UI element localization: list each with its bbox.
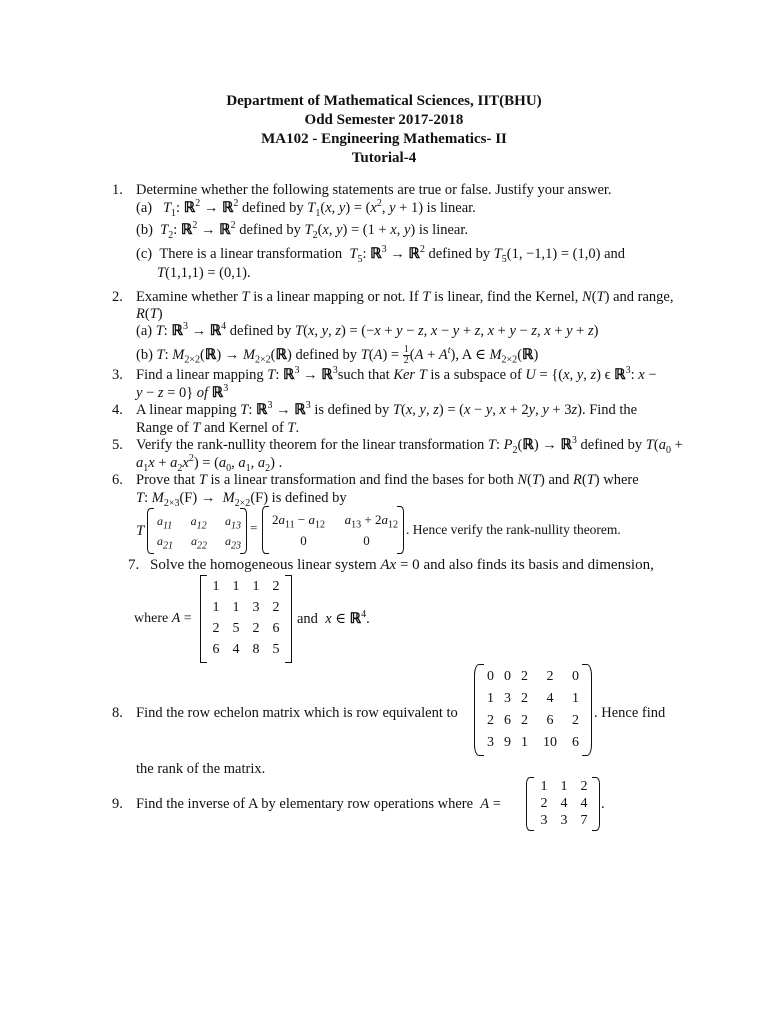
matrix-cell: 3 <box>487 734 494 750</box>
q3-t1: Find a linear mapping <box>136 367 264 383</box>
q1a: (a) $T_1$: ℝ$^2$ → ℝ$^2$ defined by $T_1(x$, $y) = (x^2$, y + 1) is linear. <box>136 198 476 219</box>
q4-cont: Range of T and Kernel of T. <box>136 420 300 436</box>
matrix-row <box>482 732 584 754</box>
matrix-cell: 1 <box>540 779 548 794</box>
matrix-row <box>206 619 286 640</box>
matrix-cell: 1 <box>212 600 220 616</box>
q7-number: 7. <box>128 557 140 573</box>
q2-t3: is linear, find the Kernel, <box>434 289 579 305</box>
q7-and: and x ∈ ℝ$^4$. <box>297 609 370 627</box>
q4-t3: and Kernel of <box>204 420 284 436</box>
matrix-cell: 1 <box>232 600 240 616</box>
q8-rank: the rank of the matrix. <box>136 761 266 777</box>
matrix-cell: 5 <box>232 621 240 637</box>
q7-t1: Solve the homogeneous linear system <box>150 557 377 573</box>
matrix-cell: 2 <box>521 690 528 706</box>
tutorial-title: Tutorial-4 <box>351 150 417 166</box>
q7-where: where A = <box>134 611 192 626</box>
matrix-cell: 6 <box>572 734 579 750</box>
q5-t1: Verify the rank-nullity theorem for the linear transformation <box>136 437 485 453</box>
q9-matrix-table <box>534 778 594 829</box>
q1c-cont: T(1,1,1) = (0,1). <box>157 265 251 281</box>
matrix-cell: 5 <box>272 642 280 658</box>
matrix-cell: 0 <box>504 668 511 684</box>
q4-t1: A linear mapping <box>136 402 237 418</box>
q6-t5: is defined by <box>271 490 347 506</box>
matrix-row <box>206 640 286 661</box>
q6-text: Prove that T is a linear transformation and find the bases for both N(T) and R(T) where <box>136 472 639 488</box>
q6-t4: where <box>603 472 639 488</box>
q2-t4: and range, <box>613 289 674 305</box>
matrix-cell: 2 <box>521 668 528 684</box>
matrix-cell: 1 <box>560 779 568 794</box>
q1-number: 1. <box>112 182 123 198</box>
matrix-cell: 8 <box>252 642 260 658</box>
matrix-cell: 4 <box>232 642 240 658</box>
q6-T: T <box>136 523 145 539</box>
matrix-cell: 1 <box>252 579 260 595</box>
matrix-cell: 3 <box>540 813 548 828</box>
q2-text: Examine whether T is a linear mapping or not. If T is linear, find the Kernel, N(T) and range, <box>136 289 674 305</box>
matrix-cell: 0 <box>487 668 494 684</box>
q4-t2: Range of <box>136 420 189 436</box>
matrix-cell: 6 <box>504 712 511 728</box>
q1c-label: (c) <box>136 246 153 262</box>
q2-number: 2. <box>112 289 123 305</box>
tutorial-header <box>0 92 768 168</box>
q1b-label: (b) <box>136 222 153 238</box>
matrix-cell: 3 <box>560 813 568 828</box>
matrix-row <box>206 577 286 598</box>
q1-intro: Determine whether the following statements are true or false. Justify your answer. <box>136 182 612 198</box>
q7-text: Solve the homogeneous linear system Ax = 0 and also finds its basis and dimension, <box>150 557 654 573</box>
q6-t1: Prove that <box>136 472 196 488</box>
q5-t2: defined by <box>580 437 643 453</box>
q3-cont: y − z = 0} of ℝ$^3$ <box>136 383 229 401</box>
q1b: (b) $T_2$: ℝ$^2$ → ℝ$^2$ defined by $T_2(x$, y) = (1 + x, y) is linear. <box>136 220 469 241</box>
q9-period: . <box>601 796 605 812</box>
q2a: (a) T: ℝ$^3$ → ℝ$^4$ defined by T(x, y, z) = (−x + y − z, x − y + z, x + y − z, x + y + z) <box>136 321 599 339</box>
matrix-cell: 1 <box>521 734 528 750</box>
q8-hence: . Hence find <box>594 705 666 721</box>
q3-number: 3. <box>112 367 123 383</box>
matrix-cell: 2 <box>521 712 528 728</box>
q6-hence: . Hence verify the rank-nullity theorem. <box>406 522 621 537</box>
q1a-label: (a) <box>136 200 153 216</box>
q1c: (c) There is a linear transformation $T_5$: ℝ$^3$ → ℝ$^2$ defined by $T_5(1$, −1,1) = (1,0) and <box>136 244 626 265</box>
q7-where-label: where <box>134 611 169 626</box>
matrix-cell: 1 <box>572 690 579 706</box>
matrix-cell: 2 <box>572 712 579 728</box>
q8-number: 8. <box>112 705 123 721</box>
matrix-row <box>206 598 286 619</box>
q2b-label: (b) <box>136 346 153 363</box>
q9-matrix <box>526 777 600 831</box>
matrix-row <box>482 710 584 732</box>
q6-t2: is a linear transformation and find the bases for both <box>210 472 514 488</box>
matrix-cell: 2 <box>212 621 220 637</box>
matrix-cell: 2 <box>487 712 494 728</box>
matrix-cell: 1 <box>487 690 494 706</box>
q2-t1: Examine whether <box>136 289 238 305</box>
q4-text: A linear mapping T: ℝ$^3$ → ℝ$^3$ is defined by T(x, y, z) = (x − y, x + 2y, y + 3z). Find the <box>136 400 638 418</box>
q2-range: R(T) <box>136 306 163 322</box>
matrix-cell: 6 <box>272 621 280 637</box>
matrix-cell: 2 <box>540 796 548 811</box>
q4-number: 4. <box>112 402 123 418</box>
matrix-cell: 2 <box>252 621 260 637</box>
q1c-text: There is a linear transformation <box>159 246 343 262</box>
q6-number: 6. <box>112 472 123 488</box>
matrix-cell: 2 <box>546 668 554 684</box>
matrix-row <box>482 688 584 710</box>
matrix-cell: 3 <box>252 600 260 616</box>
matrix-row <box>482 666 584 688</box>
matrix-cell: 6 <box>546 712 554 728</box>
q9-number: 9. <box>112 796 123 812</box>
q9-text: Find the inverse of A by elementary row operations where A = <box>136 796 501 812</box>
q9-t1: Find the inverse of A by elementary row operations where <box>136 796 474 812</box>
q7-and-label: and <box>297 611 318 627</box>
matrix-cell: 3 <box>504 690 511 706</box>
q5-cont: $a_1x + a_2x^2) = (a_0$, $a_1$, $a_2$) . <box>136 453 283 474</box>
q2b: (b) T: $M_{2\times 2}(ℝ)$ → $M_{2\times 2}(ℝ)$ defined by T(A) = $\frac{1}{2}$ $(A + A^t)$, A ∈ $M_{2\times 2}(ℝ)$ <box>136 344 539 366</box>
matrix-cell: 4 <box>560 796 568 811</box>
q2-t2: is a linear mapping or not. If <box>253 289 419 305</box>
matrix-cell: 4 <box>580 796 588 811</box>
matrix-row <box>534 812 594 829</box>
matrix-cell: 2 <box>272 600 280 616</box>
matrix-cell: 4 <box>546 690 554 706</box>
q3-text: Find a linear mapping T: ℝ$^3$ → ℝ$^3$such that Ker T is a subspace of U = {(x, y, z) ϵ ℝ$^3$: x − <box>136 365 657 383</box>
q8-text: Find the row echelon matrix which is row equivalent to <box>136 705 458 721</box>
matrix-row <box>534 795 594 812</box>
course-line: MA102 - Engineering Mathematics- II <box>261 131 507 147</box>
matrix-cell: 1 <box>212 579 220 595</box>
matrix-cell: 7 <box>580 813 588 828</box>
matrix-cell: 9 <box>504 734 511 750</box>
matrix-row <box>534 778 594 795</box>
q6-cont: T: $M_{2\times 3}(F) \to M_{2\times 2}(F)$ is defined by <box>136 490 347 509</box>
q6-t3: and <box>548 472 570 488</box>
matrix-cell: 2 <box>272 579 280 595</box>
matrix-cell: 2 <box>580 779 588 794</box>
semester-line: Odd Semester 2017-2018 <box>304 112 464 128</box>
q7-matrix <box>200 575 292 663</box>
matrix-cell: 0 <box>572 668 579 684</box>
q5-text: Verify the rank-nullity theorem for the linear transformation T: $P_2(ℝ)$ → ℝ$^3$ defined by $T(a_0$ + <box>136 435 683 456</box>
q7-t2: and also finds its basis and dimension, <box>423 557 654 573</box>
q6-matrix-right: $2a_{11} - a_{12}$ $a_{13} + 2a_{12}$ 0 0 <box>262 506 404 554</box>
q7-matrix-table <box>206 577 286 661</box>
matrix-cell: 1 <box>232 579 240 595</box>
department-line: Department of Mathematical Sciences, IIT(BHU) <box>226 93 542 109</box>
q8-matrix-table <box>482 666 584 754</box>
q8-matrix <box>474 664 592 756</box>
matrix-cell: 6 <box>212 642 220 658</box>
q6-equals: = <box>250 520 258 535</box>
q6-matrix-left: $a_{11}$ $a_{12}$ $a_{13}$ $a_{21}$ $a_{22}$ $a_{23}$ <box>147 508 247 554</box>
matrix-cell: 10 <box>543 734 557 750</box>
q2a-label: (a) <box>136 323 153 339</box>
q5-number: 5. <box>112 437 123 453</box>
